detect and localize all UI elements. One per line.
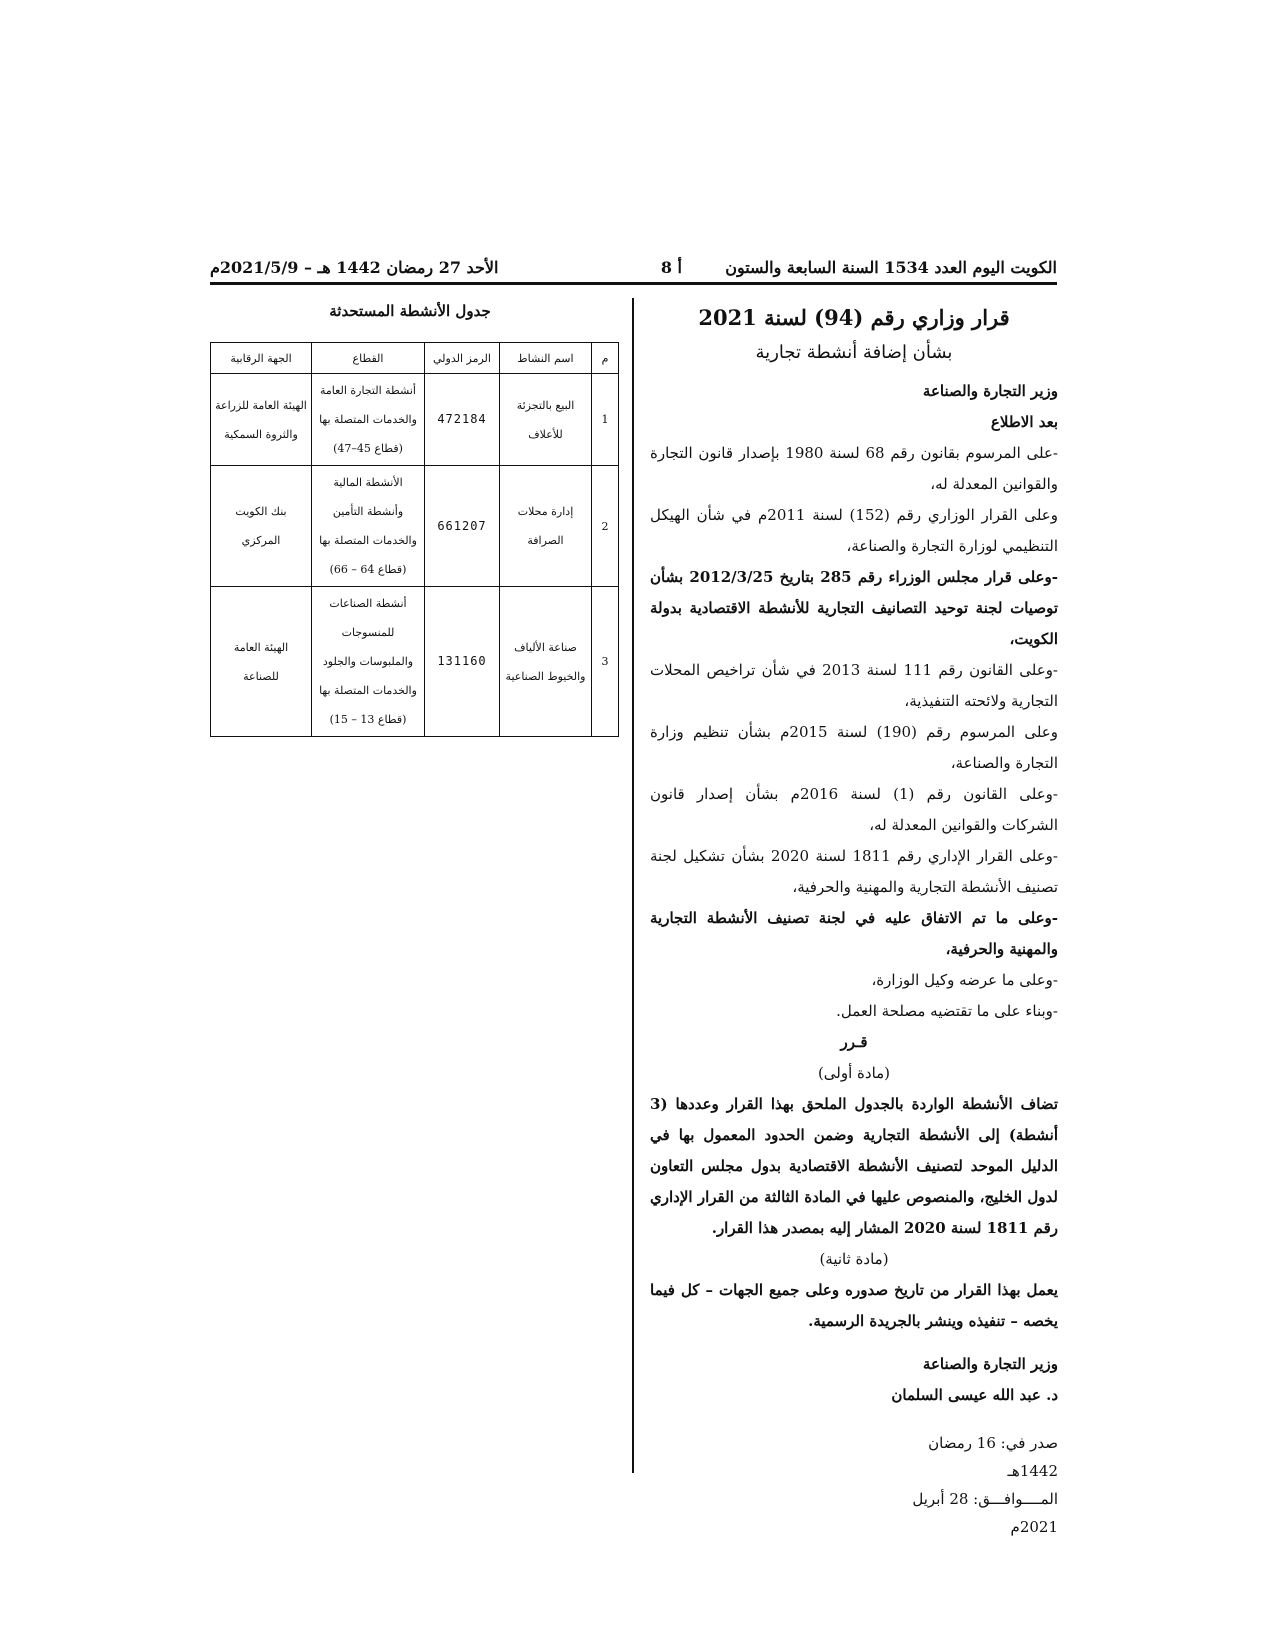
decided-heading: قـرر xyxy=(840,1033,868,1051)
recital: وعلى المرسوم رقم (190) لسنة 2015م بشأن تنظيم وزارة التجارة والصناعة، xyxy=(650,723,1058,772)
recital: -وعلى القانون رقم 111 لسنة 2013 في شأن تراخيص المحلات التجارية ولائحته التنفيذية، xyxy=(650,661,1059,710)
activities-table xyxy=(210,342,619,737)
authority: الهيئة العامة للزراعة والثروة السمكية xyxy=(211,374,312,466)
authority: الهيئة العامة للصناعة xyxy=(211,587,312,737)
header-authority: الجهة الرقابية xyxy=(211,343,312,374)
recital: وعلى القرار الوزاري رقم (152) لسنة 2011م في شأن الهيكل التنظيمي لوزارة التجارة والصناعة، xyxy=(650,506,1058,555)
issued-gregorian: المــــوافـــق: 28 أبريل 2021م xyxy=(912,1490,1058,1536)
decree-column xyxy=(650,300,1058,1541)
signature-name: د. عبد الله عيسى السلمان xyxy=(891,1386,1058,1404)
table-row xyxy=(211,374,619,466)
table-row xyxy=(211,466,619,587)
header-activity-name: اسم النشاط xyxy=(500,343,592,374)
article1-text: تضاف الأنشطة الواردة بالجدول الملحق بهذا القرار وعددها (3 أنشطة) إلى الأنشطة التجارية وضمن الحدود المعمول بها في الدليل الموحد لتصنيف الأنشطة الاقتصادية بدول مجلس التعاون لدول الخليج، والمنصوص عليها في المادة الثالثة من القرار الإداري رقم 1811 لسنة 2020 المشار إليه بمصدر هذا القرار. xyxy=(650,1095,1058,1237)
recital: -على المرسوم بقانون رقم 68 لسنة 1980 بإصدار قانون التجارة والقوانين المعدلة له، xyxy=(650,444,1059,493)
activity-name: صناعة الألياف والخيوط الصناعية xyxy=(500,587,592,737)
authority: بنك الكويت المركزي xyxy=(211,466,312,587)
article2-heading: (مادة ثانية) xyxy=(819,1250,889,1268)
page-header xyxy=(210,258,1057,285)
after-review: بعد الاطلاع xyxy=(990,413,1058,431)
recital: -وعلى ما تم الاتفاق عليه في لجنة تصنيف الأنشطة التجارية والمهنية والحرفية، xyxy=(650,909,1058,958)
row-num: 3 xyxy=(592,587,619,737)
sector: أنشطة الصناعات للمنسوجات والملبوسات والجلود والخدمات المتصلة بها (قطاع 13 – 15) xyxy=(312,587,425,737)
intl-code: 131160 xyxy=(425,587,500,737)
column-divider xyxy=(632,298,634,1473)
article2-text: يعمل بهذا القرار من تاريخ صدوره وعلى جميع الجهات – كل فيما يخصه – تنفيذه وينشر بالجريدة الرسمية. xyxy=(650,1281,1058,1330)
header-sector: القطاع xyxy=(312,343,425,374)
table-row xyxy=(211,587,619,737)
activity-name: إدارة محلات الصرافة xyxy=(500,466,592,587)
decree-subtitle: بشأن إضافة أنشطة تجارية xyxy=(755,342,953,363)
header-num: م xyxy=(592,343,619,374)
issue-date: الأحد 27 رمضان 1442 هـ – 2021/5/9م xyxy=(210,258,499,277)
intl-code: 661207 xyxy=(425,466,500,587)
header-intl-code: الرمز الدولي xyxy=(425,343,500,374)
page-number: أ 8 xyxy=(660,258,682,277)
row-num: 2 xyxy=(592,466,619,587)
row-num: 1 xyxy=(592,374,619,466)
issued-hijri: صدر في: 16 رمضان 1442هـ xyxy=(928,1434,1058,1480)
recital: -وعلى القرار الإداري رقم 1811 لسنة 2020 بشأن تشكيل لجنة تصنيف الأنشطة التجارية والمهنية والحرفية، xyxy=(650,847,1058,896)
article1-heading: (مادة أولى) xyxy=(817,1064,891,1082)
intl-code: 472184 xyxy=(425,374,500,466)
gazette-issue: الكويت اليوم العدد 1534 السنة السابعة والستون xyxy=(725,258,1057,277)
recital: -وبناء على ما تقتضيه مصلحة العمل. xyxy=(836,1002,1058,1020)
sector: أنشطة التجارة العامة والخدمات المتصلة بها (قطاع 45–47) xyxy=(312,374,425,466)
sector: الأنشطة المالية وأنشطة التأمين والخدمات المتصلة بها (قطاع 64 – 66) xyxy=(312,466,425,587)
table-header-row xyxy=(211,343,619,374)
decree-title: قرار وزاري رقم (94) لسنة 2021 xyxy=(698,305,1010,330)
recital: -وعلى قرار مجلس الوزراء رقم 285 بتاريخ 2012/3/25 بشأن توصيات لجنة توحيد التصانيف التجارية للأنشطة الاقتصادية بدولة الكويت، xyxy=(650,568,1058,648)
recital: -وعلى القانون رقم (1) لسنة 2016م بشأن إصدار قانون الشركات والقوانين المعدلة له، xyxy=(650,785,1058,834)
activity-name: البيع بالتجزئة للأعلاف xyxy=(500,374,592,466)
signature-title: وزير التجارة والصناعة xyxy=(922,1355,1058,1373)
issue-dates xyxy=(650,1429,1058,1541)
recital: -وعلى ما عرضه وكيل الوزارة، xyxy=(871,971,1058,989)
minister-line: وزير التجارة والصناعة xyxy=(922,382,1058,400)
table-title: جدول الأنشطة المستحدثة xyxy=(329,302,491,320)
